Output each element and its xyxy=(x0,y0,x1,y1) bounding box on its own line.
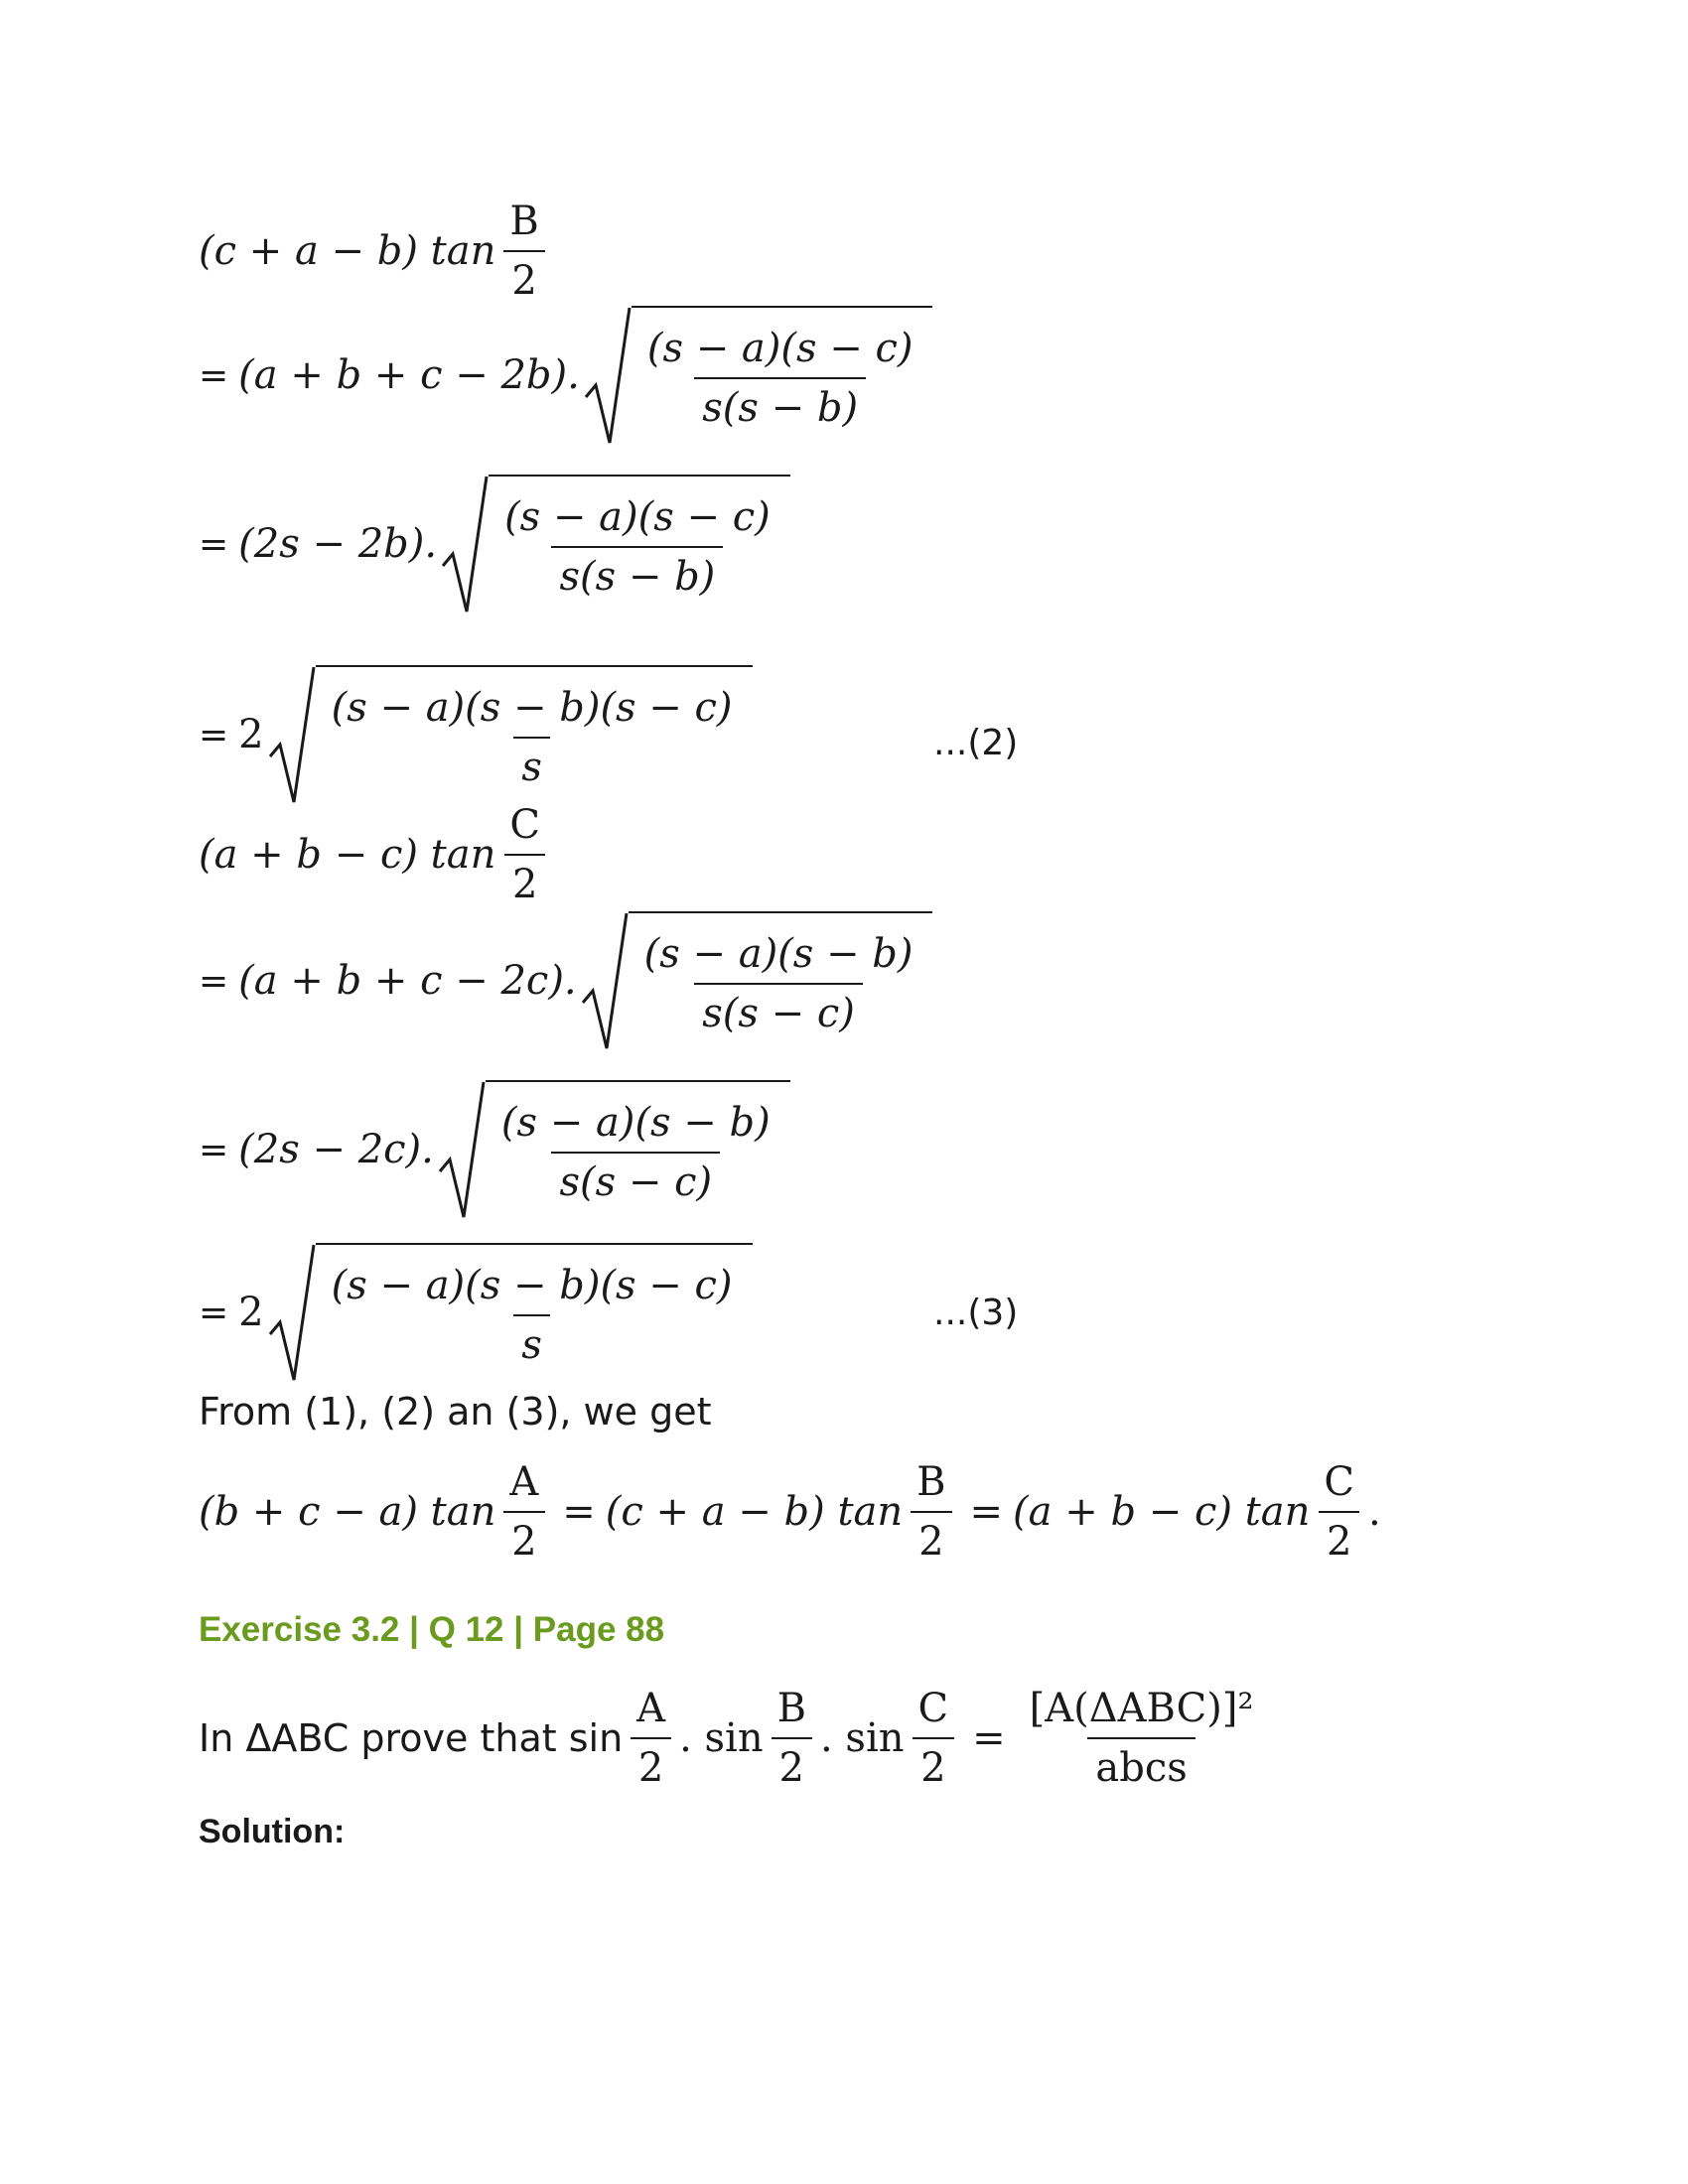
numerator: [A(ΔABC)]² xyxy=(1029,1686,1254,1731)
expr: (2s − 2b). xyxy=(238,521,438,567)
fraction-rhs xyxy=(1022,1686,1262,1791)
expr: (a + b + c − 2b). xyxy=(238,352,580,398)
question-prefix: In ΔABC prove that sin xyxy=(199,1716,624,1760)
fraction-a xyxy=(629,1686,673,1791)
denominator: s(s − c) xyxy=(551,1152,720,1205)
eq-line-5 xyxy=(199,802,554,907)
square-root xyxy=(268,665,753,804)
square-root xyxy=(581,911,933,1050)
expr-2: (c + a − b) tan xyxy=(605,1489,904,1535)
numerator: C xyxy=(917,1686,949,1731)
square-root xyxy=(268,1243,753,1382)
fraction-c xyxy=(911,1686,957,1791)
expr: (a + b + c − 2c). xyxy=(238,958,577,1004)
square-root xyxy=(584,306,933,445)
eq-line-7 xyxy=(199,1080,790,1219)
numerator: A xyxy=(509,1459,539,1505)
expr-1: (b + c − a) tan xyxy=(199,1489,496,1535)
denominator: 2 xyxy=(504,854,545,907)
denominator: 2 xyxy=(1319,1511,1359,1565)
equals-sign: = xyxy=(972,1715,1006,1761)
radical-sign-icon xyxy=(268,665,316,804)
equals-sign: = xyxy=(199,714,229,755)
separator-sin: . sin xyxy=(679,1715,764,1761)
numerator: (s − a)(s − b)(s − c) xyxy=(331,1263,733,1308)
separator-sin: . sin xyxy=(819,1715,905,1761)
eq-line-6 xyxy=(199,911,932,1050)
equation-reference-3: ...(3) xyxy=(933,1293,1019,1333)
expr: (a + b − c) tan xyxy=(199,832,496,878)
solution-label: Solution: xyxy=(199,1813,346,1850)
denominator: s xyxy=(513,1314,550,1368)
fraction xyxy=(501,802,548,907)
final-equality xyxy=(199,1459,1381,1565)
coefficient: 2 xyxy=(238,1290,264,1335)
equation-reference-2: ...(2) xyxy=(933,723,1019,763)
radical-sign-icon xyxy=(268,1243,316,1382)
equals-sign: = xyxy=(199,523,229,565)
numerator: (s − a)(s − c) xyxy=(646,326,914,371)
equals-sign: = xyxy=(562,1489,596,1535)
numerator: (s − a)(s − c) xyxy=(504,494,771,540)
expr: (c + a − b) tan xyxy=(199,228,496,274)
from-text: From (1), (2) an (3), we get xyxy=(199,1390,712,1433)
radical-sign-icon xyxy=(584,306,632,445)
eq-line-4 xyxy=(199,665,753,804)
denominator: s(s − b) xyxy=(694,377,866,431)
denominator: 2 xyxy=(503,1511,544,1565)
numerator: C xyxy=(509,802,540,848)
coefficient: 2 xyxy=(238,712,264,757)
equals-sign: = xyxy=(969,1489,1004,1535)
numerator: (s − a)(s − b) xyxy=(643,931,914,977)
numerator: A xyxy=(636,1686,666,1731)
denominator: abcs xyxy=(1087,1737,1195,1791)
square-root xyxy=(441,475,790,614)
fraction-a xyxy=(501,1459,546,1565)
equals-sign: = xyxy=(199,1292,229,1333)
eq-line-2 xyxy=(199,306,932,445)
fraction-c xyxy=(1316,1459,1362,1565)
radical-sign-icon xyxy=(438,1080,486,1219)
numerator: B xyxy=(509,199,539,244)
equals-sign: = xyxy=(199,1129,229,1170)
equals-sign: = xyxy=(199,354,229,396)
fraction xyxy=(501,199,546,304)
denominator: s xyxy=(513,737,550,790)
fraction-b xyxy=(770,1686,814,1791)
eq-line-1 xyxy=(199,199,553,304)
numerator: (s − a)(s − b)(s − c) xyxy=(331,685,733,731)
question-line xyxy=(199,1686,1267,1791)
denominator: s(s − b) xyxy=(551,546,723,600)
exercise-heading: Exercise 3.2 | Q 12 | Page 88 xyxy=(199,1610,665,1649)
denominator: 2 xyxy=(911,1511,951,1565)
numerator: (s − a)(s − b) xyxy=(500,1100,771,1146)
fraction-b xyxy=(909,1459,953,1565)
numerator: B xyxy=(916,1459,946,1505)
denominator: 2 xyxy=(913,1737,953,1791)
square-root xyxy=(438,1080,790,1219)
radical-sign-icon xyxy=(581,911,629,1050)
radical-sign-icon xyxy=(441,475,489,614)
expr: (2s − 2c). xyxy=(238,1127,434,1172)
numerator: B xyxy=(776,1686,806,1731)
numerator: C xyxy=(1324,1459,1355,1505)
denominator: s(s − c) xyxy=(694,983,863,1036)
equals-sign: = xyxy=(199,960,229,1002)
period: . xyxy=(1368,1489,1381,1535)
expr-3: (a + b − c) tan xyxy=(1013,1489,1311,1535)
eq-line-3 xyxy=(199,475,790,614)
eq-line-8 xyxy=(199,1243,753,1382)
denominator: 2 xyxy=(772,1737,812,1791)
denominator: 2 xyxy=(631,1737,671,1791)
denominator: 2 xyxy=(503,250,544,304)
